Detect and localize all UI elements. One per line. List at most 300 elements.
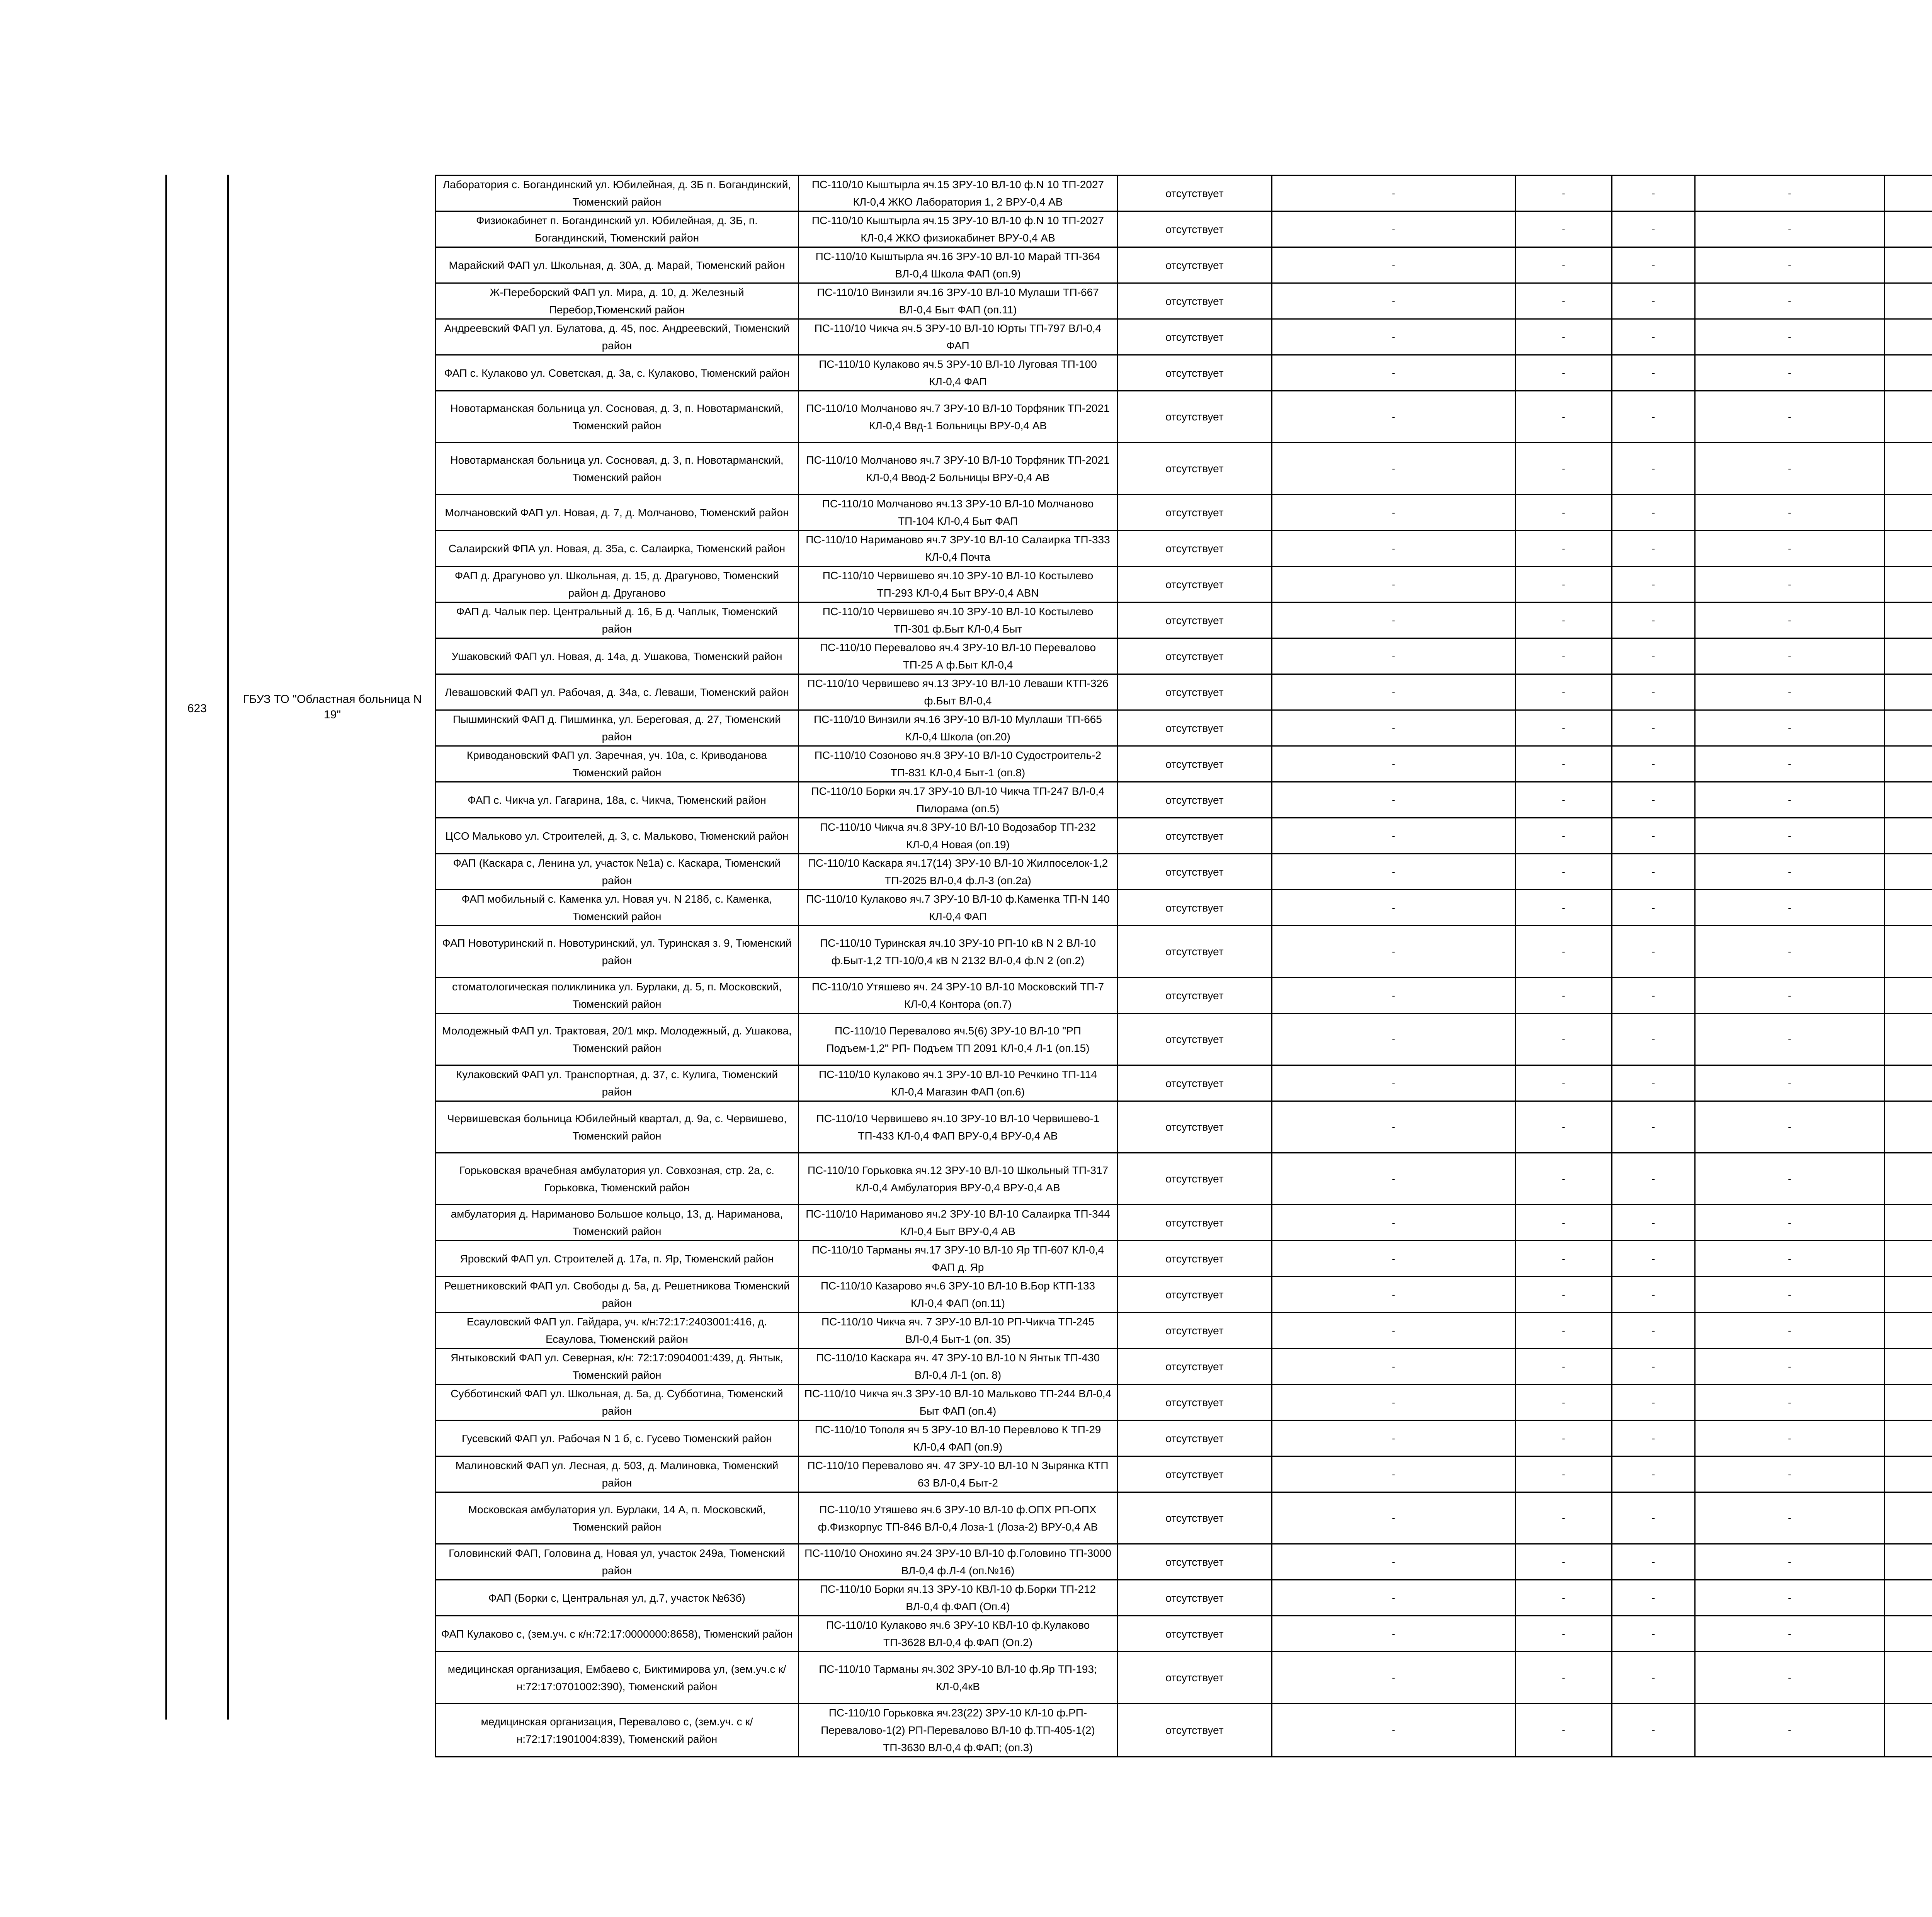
power-source-cell: ПС-110/10 Туринская яч.10 ЗРУ-10 РП-10 кВ N 2 ВЛ-10 ф.Быт-1,2 ТП-10/0,4 кВ N 2132 ВЛ-0,4 ф.N 2 (оп.2) [799,926,1117,978]
value-cell: - [1515,1349,1612,1385]
status-cell: отсутствует [1117,1241,1272,1277]
value-cell [1884,1349,1932,1385]
table-row [435,890,1932,926]
value-cell: - [1612,1349,1695,1385]
value-cell: - [1695,1420,1884,1456]
value-cell: - [1695,1065,1884,1101]
value-cell: - [1515,1153,1612,1205]
value-cell: - [1515,566,1612,602]
object-cell: медицинская организация, Перевалово с, (зем.уч. с к/н:72:17:1901004:839), Тюменский район [435,1704,799,1757]
object-cell: стоматологическая поликлиника ул. Бурлаки, д. 5, п. Московский, Тюменский район [435,978,799,1014]
status-cell: отсутствует [1117,1616,1272,1652]
object-cell: Московская амбулатория ул. Бурлаки, 14 А, п. Московский, Тюменский район [435,1492,799,1544]
table-row [435,1492,1932,1544]
status-cell: отсутствует [1117,175,1272,211]
value-cell: - [1272,1349,1515,1385]
value-cell: - [1695,782,1884,818]
value-cell: - [1272,531,1515,566]
value-cell [1884,1704,1932,1757]
value-cell: - [1612,1014,1695,1065]
value-cell: - [1612,1616,1695,1652]
power-source-cell: ПС-110/10 Горьковка яч.23(22) ЗРУ-10 КЛ-10 ф.РП-Перевалово-1(2) РП-Перевалово ВЛ-10 ф.ТП-405-1(2) ТП-3630 ВЛ-0,4 ф.ФАП; (оп.3) [799,1704,1117,1757]
value-cell [1884,1014,1932,1065]
value-cell: - [1612,531,1695,566]
value-cell: - [1612,283,1695,319]
status-cell: отсутствует [1117,1014,1272,1065]
value-cell: - [1612,890,1695,926]
status-cell: отсутствует [1117,1101,1272,1153]
organization-name: ГБУЗ ТО "Областная больница N 19" [243,693,422,721]
power-source-cell: ПС-110/10 Червишево яч.13 ЗРУ-10 ВЛ-10 Леваши КТП-326 ф.Быт ВЛ-0,4 [799,674,1117,710]
value-cell: - [1612,175,1695,211]
value-cell: - [1272,1492,1515,1544]
power-source-cell: ПС-110/10 Червишево яч.10 ЗРУ-10 ВЛ-10 Костылево ТП-301 ф.Быт КЛ-0,4 Быт [799,602,1117,638]
object-cell: ФАП мобильный с. Каменка ул. Новая уч. N 218б, с. Каменка, Тюменский район [435,890,799,926]
value-cell: - [1612,566,1695,602]
value-cell: - [1272,319,1515,355]
table-row [435,1014,1932,1065]
table-row [435,175,1932,211]
table-row [435,443,1932,495]
status-cell: отсутствует [1117,1652,1272,1704]
value-cell: - [1515,782,1612,818]
value-cell: - [1612,1313,1695,1349]
status-cell: отсутствует [1117,926,1272,978]
table-row [435,1153,1932,1205]
value-cell: - [1272,391,1515,443]
table-row [435,746,1932,782]
value-cell: - [1515,391,1612,443]
value-cell [1884,854,1932,890]
table-row [435,319,1932,355]
value-cell: - [1272,818,1515,854]
value-cell: - [1272,674,1515,710]
value-cell: - [1612,1580,1695,1616]
value-cell: - [1612,1205,1695,1241]
table-row [435,1580,1932,1616]
table-row [435,1277,1932,1313]
value-cell [1884,495,1932,531]
value-cell: - [1515,818,1612,854]
status-cell: отсутствует [1117,1580,1272,1616]
value-cell: - [1515,1544,1612,1580]
value-cell: - [1515,746,1612,782]
value-cell: - [1612,1241,1695,1277]
power-source-cell: ПС-110/10 Тарманы яч.17 ЗРУ-10 ВЛ-10 Яр ТП-607 КЛ-0,4 ФАП д. Яр [799,1241,1117,1277]
table-row [435,495,1932,531]
value-cell: - [1612,926,1695,978]
value-cell: - [1612,355,1695,391]
table-row [435,1385,1932,1420]
power-source-cell: ПС-110/10 Тополя яч 5 ЗРУ-10 ВЛ-10 Перевлово К ТП-29 КЛ-0,4 ФАП (оп.9) [799,1420,1117,1456]
value-cell: - [1515,1420,1612,1456]
value-cell: - [1272,1065,1515,1101]
value-cell: - [1272,283,1515,319]
power-source-cell: ПС-110/10 Чикча яч.3 ЗРУ-10 ВЛ-10 Мальково ТП-244 ВЛ-0,4 Быт ФАП (оп.4) [799,1385,1117,1420]
value-cell: - [1695,926,1884,978]
value-cell: - [1695,1456,1884,1492]
value-cell [1884,1492,1932,1544]
value-cell [1884,710,1932,746]
object-cell: Физиокабинет п. Богандинский ул. Юбилейная, д. 3Б, п. Богандинский, Тюменский район [435,211,799,247]
value-cell [1884,1065,1932,1101]
value-cell: - [1515,247,1612,283]
status-cell: отсутствует [1117,890,1272,926]
value-cell: - [1272,602,1515,638]
value-cell [1884,1652,1932,1704]
status-cell: отсутствует [1117,674,1272,710]
power-source-cell: ПС-110/10 Онохино яч.24 ЗРУ-10 ВЛ-10 ф.Головино ТП-3000 ВЛ-0,4 ф.Л-4 (оп.№16) [799,1544,1117,1580]
value-cell: - [1272,710,1515,746]
value-cell [1884,1313,1932,1349]
power-source-cell: ПС-110/10 Кулаково яч.7 ЗРУ-10 ВЛ-10 ф.Каменка ТП-N 140 КЛ-0,4 ФАП [799,890,1117,926]
object-cell: ФАП с. Чикча ул. Гагарина, 18а, с. Чикча, Тюменский район [435,782,799,818]
value-cell: - [1695,443,1884,495]
value-cell: - [1272,782,1515,818]
value-cell: - [1695,1241,1884,1277]
table-row [435,1616,1932,1652]
power-source-cell: ПС-110/10 Винзили яч.16 ЗРУ-10 ВЛ-10 Мулаши ТП-667 ВЛ-0,4 Быт ФАП (оп.11) [799,283,1117,319]
table-row [435,1313,1932,1349]
value-cell [1884,211,1932,247]
number-column-divider [227,175,229,1720]
table-row [435,1456,1932,1492]
value-cell [1884,391,1932,443]
table-row [435,674,1932,710]
status-cell: отсутствует [1117,1385,1272,1420]
table-row [435,638,1932,674]
status-cell: отсутствует [1117,566,1272,602]
object-cell: ФАП Кулаково с, (зем.уч. с к/н:72:17:0000000:8658), Тюменский район [435,1616,799,1652]
value-cell [1884,1544,1932,1580]
value-cell: - [1695,1313,1884,1349]
table-row [435,1652,1932,1704]
object-cell: Молодежный ФАП ул. Трактовая, 20/1 мкр. Молодежный, д. Ушакова, Тюменский район [435,1014,799,1065]
value-cell: - [1515,1313,1612,1349]
value-cell: - [1695,175,1884,211]
value-cell: - [1272,1241,1515,1277]
value-cell: - [1515,638,1612,674]
value-cell: - [1515,211,1612,247]
value-cell: - [1272,926,1515,978]
power-source-cell: ПС-110/10 Кыштырла яч.15 ЗРУ-10 ВЛ-10 ф.N 10 ТП-2027 КЛ-0,4 ЖКО Лаборатория 1, 2 ВРУ-0,4 АВ [799,175,1117,211]
object-cell: Андреевский ФАП ул. Булатова, д. 45, пос. Андреевский, Тюменский район [435,319,799,355]
value-cell: - [1272,495,1515,531]
value-cell: - [1612,710,1695,746]
status-cell: отсутствует [1117,710,1272,746]
value-cell: - [1272,1313,1515,1349]
value-cell [1884,1241,1932,1277]
table-row [435,1101,1932,1153]
object-cell: Янтыковский ФАП ул. Северная, к/н: 72:17:0904001:439, д. Янтык, Тюменский район [435,1349,799,1385]
object-cell: Марайский ФАП ул. Школьная, д. 30А, д. Марай, Тюменский район [435,247,799,283]
object-cell: Новотарманская больница ул. Сосновая, д. 3, п. Новотарманский, Тюменский район [435,443,799,495]
record-number: 623 [187,702,207,715]
value-cell [1884,566,1932,602]
table-row [435,391,1932,443]
value-cell: - [1515,1456,1612,1492]
value-cell: - [1272,1153,1515,1205]
value-cell: - [1695,710,1884,746]
value-cell: - [1515,710,1612,746]
table-row [435,1205,1932,1241]
value-cell: - [1695,746,1884,782]
value-cell: - [1695,211,1884,247]
power-source-cell: ПС-110/10 Нариманово яч.2 ЗРУ-10 ВЛ-10 Салаирка ТП-344 КЛ-0,4 Быт ВРУ-0,4 АВ [799,1205,1117,1241]
power-source-cell: ПС-110/10 Утяшево яч.6 ЗРУ-10 ВЛ-10 ф.ОПХ РП-ОПХ ф.Физкорпус ТП-846 ВЛ-0,4 Лоза-1 (Лоза-2) ВРУ-0,4 АВ [799,1492,1117,1544]
value-cell [1884,890,1932,926]
value-cell: - [1612,818,1695,854]
value-cell: - [1612,674,1695,710]
value-cell: - [1695,978,1884,1014]
value-cell [1884,283,1932,319]
status-cell: отсутствует [1117,1065,1272,1101]
power-source-cell: ПС-110/10 Молчаново яч.7 ЗРУ-10 ВЛ-10 Торфяник ТП-2021 КЛ-0,4 Ввд-1 Больницы ВРУ-0,4 АВ [799,391,1117,443]
value-cell: - [1695,1544,1884,1580]
value-cell: - [1612,1652,1695,1704]
objects-table [435,175,1932,1757]
value-cell: - [1612,978,1695,1014]
value-cell: - [1272,1277,1515,1313]
table-row [435,926,1932,978]
value-cell: - [1695,247,1884,283]
object-cell: ФАП с. Кулаково ул. Советская, д. 3а, с. Кулаково, Тюменский район [435,355,799,391]
power-source-cell: ПС-110/10 Борки яч.17 ЗРУ-10 ВЛ-10 Чикча ТП-247 ВЛ-0,4 Пилорама (оп.5) [799,782,1117,818]
object-cell: Гусевский ФАП ул. Рабочая N 1 б, с. Гусево Тюменский район [435,1420,799,1456]
value-cell: - [1612,1420,1695,1456]
power-source-cell: ПС-110/10 Кулаково яч.1 ЗРУ-10 ВЛ-10 Речкино ТП-114 КЛ-0,4 Магазин ФАП (оп.6) [799,1065,1117,1101]
object-cell: ФАП (Борки с, Центральная ул, д.7, участок №63б) [435,1580,799,1616]
table-row [435,854,1932,890]
value-cell: - [1272,890,1515,926]
value-cell: - [1272,211,1515,247]
value-cell: - [1695,1153,1884,1205]
status-cell: отсутствует [1117,1349,1272,1385]
value-cell: - [1515,283,1612,319]
value-cell: - [1695,355,1884,391]
object-cell: ЦСО Мальково ул. Строителей, д. 3, с. Мальково, Тюменский район [435,818,799,854]
table-row [435,247,1932,283]
status-cell: отсутствует [1117,319,1272,355]
value-cell: - [1272,1652,1515,1704]
value-cell: - [1272,746,1515,782]
value-cell: - [1272,247,1515,283]
value-cell: - [1612,211,1695,247]
object-cell: Левашовский ФАП ул. Рабочая, д. 34а, с. Леваши, Тюменский район [435,674,799,710]
value-cell: - [1515,1205,1612,1241]
value-cell: - [1272,1385,1515,1420]
value-cell: - [1612,1101,1695,1153]
value-cell: - [1515,1652,1612,1704]
power-source-cell: ПС-110/10 Перевалово яч.5(6) ЗРУ-10 ВЛ-10 "РП Подъем-1,2" РП- Подъем ТП 2091 КЛ-0,4 Л-1 (оп.15) [799,1014,1117,1065]
value-cell: - [1515,1277,1612,1313]
status-cell: отсутствует [1117,818,1272,854]
value-cell: - [1695,1101,1884,1153]
value-cell: - [1695,638,1884,674]
value-cell: - [1695,1349,1884,1385]
table-row [435,1704,1932,1757]
value-cell: - [1515,1616,1612,1652]
table-row [435,211,1932,247]
object-cell: Головинский ФАП, Головина д, Новая ул, участок 249а, Тюменский район [435,1544,799,1580]
power-source-cell: ПС-110/10 Молчаново яч.7 ЗРУ-10 ВЛ-10 Торфяник ТП-2021 КЛ-0,4 Ввод-2 Больницы ВРУ-0,4 АВ [799,443,1117,495]
value-cell: - [1612,319,1695,355]
value-cell: - [1272,854,1515,890]
table-row [435,782,1932,818]
value-cell [1884,1101,1932,1153]
status-cell: отсутствует [1117,602,1272,638]
value-cell: - [1695,283,1884,319]
power-source-cell: ПС-110/10 Горьковка яч.12 ЗРУ-10 ВЛ-10 Школьный ТП-317 КЛ-0,4 Амбулатория ВРУ-0,4 ВРУ-0,4 АВ [799,1153,1117,1205]
value-cell [1884,319,1932,355]
value-cell: - [1272,1014,1515,1065]
value-cell: - [1612,746,1695,782]
value-cell: - [1695,602,1884,638]
power-source-cell: ПС-110/10 Молчаново яч.13 ЗРУ-10 ВЛ-10 Молчаново ТП-104 КЛ-0,4 Быт ФАП [799,495,1117,531]
power-source-cell: ПС-110/10 Червишево яч.10 ЗРУ-10 ВЛ-10 Червишево-1 ТП-433 КЛ-0,4 ФАП ВРУ-0,4 ВРУ-0,4 АВ [799,1101,1117,1153]
value-cell: - [1695,566,1884,602]
value-cell: - [1515,602,1612,638]
object-cell: Молчановский ФАП ул. Новая, д. 7, д. Молчаново, Тюменский район [435,495,799,531]
value-cell [1884,602,1932,638]
value-cell: - [1695,495,1884,531]
object-cell: Есауловский ФАП ул. Гайдара, уч. к/н:72:17:2403001:416, д. Есаулова, Тюменский район [435,1313,799,1349]
object-cell: ФАП д. Драгуново ул. Школьная, д. 15, д. Драгуново, Тюменский район д. Друганово [435,566,799,602]
power-source-cell: ПС-110/10 Чикча яч. 7 ЗРУ-10 ВЛ-10 РП-Чикча ТП-245 ВЛ-0,4 Быт-1 (оп. 35) [799,1313,1117,1349]
value-cell [1884,1385,1932,1420]
status-cell: отсутствует [1117,782,1272,818]
object-cell: Кулаковский ФАП ул. Транспортная, д. 37, с. Кулига, Тюменский район [435,1065,799,1101]
value-cell: - [1695,1277,1884,1313]
value-cell: - [1272,355,1515,391]
value-cell: - [1515,495,1612,531]
value-cell: - [1695,1704,1884,1757]
value-cell: - [1515,1385,1612,1420]
value-cell: - [1612,638,1695,674]
value-cell: - [1515,319,1612,355]
value-cell [1884,1153,1932,1205]
value-cell: - [1515,890,1612,926]
value-cell: - [1515,1241,1612,1277]
value-cell: - [1272,1704,1515,1757]
value-cell [1884,674,1932,710]
object-cell: медицинская организация, Ембаево с, Биктимирова ул, (зем.уч.с к/н:72:17:0701002:390), Тюменский район [435,1652,799,1704]
power-source-cell: ПС-110/10 Борки яч.13 ЗРУ-10 КВЛ-10 ф.Борки ТП-212 ВЛ-0,4 ф.ФАП (Оп.4) [799,1580,1117,1616]
object-cell: Ж-Переборский ФАП ул. Мира, д. 10, д. Железный Перебор,Тюменский район [435,283,799,319]
value-cell [1884,978,1932,1014]
table-row [435,602,1932,638]
object-cell: Малиновский ФАП ул. Лесная, д. 503, д. Малиновка, Тюменский район [435,1456,799,1492]
value-cell: - [1272,1420,1515,1456]
value-cell: - [1612,1277,1695,1313]
table-row [435,531,1932,566]
status-cell: отсутствует [1117,355,1272,391]
table-row [435,978,1932,1014]
value-cell [1884,1580,1932,1616]
status-cell: отсутствует [1117,391,1272,443]
status-cell: отсутствует [1117,1456,1272,1492]
value-cell: - [1515,1101,1612,1153]
value-cell: - [1612,443,1695,495]
value-cell: - [1272,1456,1515,1492]
status-cell: отсутствует [1117,531,1272,566]
value-cell [1884,443,1932,495]
value-cell [1884,926,1932,978]
power-source-cell: ПС-110/10 Каскара яч. 47 ЗРУ-10 ВЛ-10 N Янтык ТП-430 ВЛ-0,4 Л-1 (оп. 8) [799,1349,1117,1385]
value-cell [1884,1205,1932,1241]
value-cell: - [1272,175,1515,211]
table-row [435,355,1932,391]
value-cell: - [1695,1014,1884,1065]
table-row [435,1349,1932,1385]
value-cell [1884,1456,1932,1492]
value-cell: - [1612,495,1695,531]
value-cell [1884,531,1932,566]
power-source-cell: ПС-110/10 Каскара яч.17(14) ЗРУ-10 ВЛ-10 Жилпоселок-1,2 ТП-2025 ВЛ-0,4 ф.Л-3 (оп.2а) [799,854,1117,890]
value-cell: - [1515,674,1612,710]
object-cell: Криводановский ФАП ул. Заречная, уч. 10а, с. Криводанова Тюменский район [435,746,799,782]
status-cell: отсутствует [1117,1313,1272,1349]
value-cell: - [1515,1492,1612,1544]
status-cell: отсутствует [1117,638,1272,674]
value-cell: - [1515,1065,1612,1101]
value-cell: - [1695,1652,1884,1704]
value-cell: - [1695,319,1884,355]
status-cell: отсутствует [1117,495,1272,531]
power-source-cell: ПС-110/10 Созоново яч.8 ЗРУ-10 ВЛ-10 Судостроитель-2 ТП-831 КЛ-0,4 Быт-1 (оп.8) [799,746,1117,782]
value-cell: - [1612,854,1695,890]
value-cell: - [1515,175,1612,211]
power-source-cell: ПС-110/10 Червишево яч.10 ЗРУ-10 ВЛ-10 Костылево ТП-293 КЛ-0,4 Быт ВРУ-0,4 АВN [799,566,1117,602]
value-cell [1884,818,1932,854]
value-cell: - [1272,1544,1515,1580]
value-cell: - [1695,1580,1884,1616]
value-cell: - [1515,926,1612,978]
power-source-cell: ПС-110/10 Чикча яч.8 ЗРУ-10 ВЛ-10 Водозабор ТП-232 КЛ-0,4 Новая (оп.19) [799,818,1117,854]
status-cell: отсутствует [1117,1153,1272,1205]
table-row [435,710,1932,746]
value-cell: - [1515,854,1612,890]
status-cell: отсутствует [1117,1492,1272,1544]
value-cell: - [1695,818,1884,854]
value-cell: - [1695,391,1884,443]
value-cell: - [1695,1492,1884,1544]
object-cell: Салаирский ФПА ул. Новая, д. 35а, с. Салаирка, Тюменский район [435,531,799,566]
value-cell: - [1612,1385,1695,1420]
value-cell: - [1272,1205,1515,1241]
status-cell: отсутствует [1117,854,1272,890]
value-cell: - [1272,443,1515,495]
value-cell [1884,355,1932,391]
value-cell: - [1695,1385,1884,1420]
status-cell: отсутствует [1117,283,1272,319]
value-cell: - [1612,391,1695,443]
value-cell: - [1695,531,1884,566]
value-cell: - [1515,1014,1612,1065]
status-cell: отсутствует [1117,1205,1272,1241]
value-cell: - [1612,247,1695,283]
value-cell: - [1695,1205,1884,1241]
value-cell [1884,175,1932,211]
value-cell: - [1695,854,1884,890]
table-row [435,566,1932,602]
value-cell: - [1612,1492,1695,1544]
value-cell [1884,638,1932,674]
value-cell [1884,1616,1932,1652]
value-cell [1884,1277,1932,1313]
value-cell: - [1272,1101,1515,1153]
value-cell: - [1695,890,1884,926]
